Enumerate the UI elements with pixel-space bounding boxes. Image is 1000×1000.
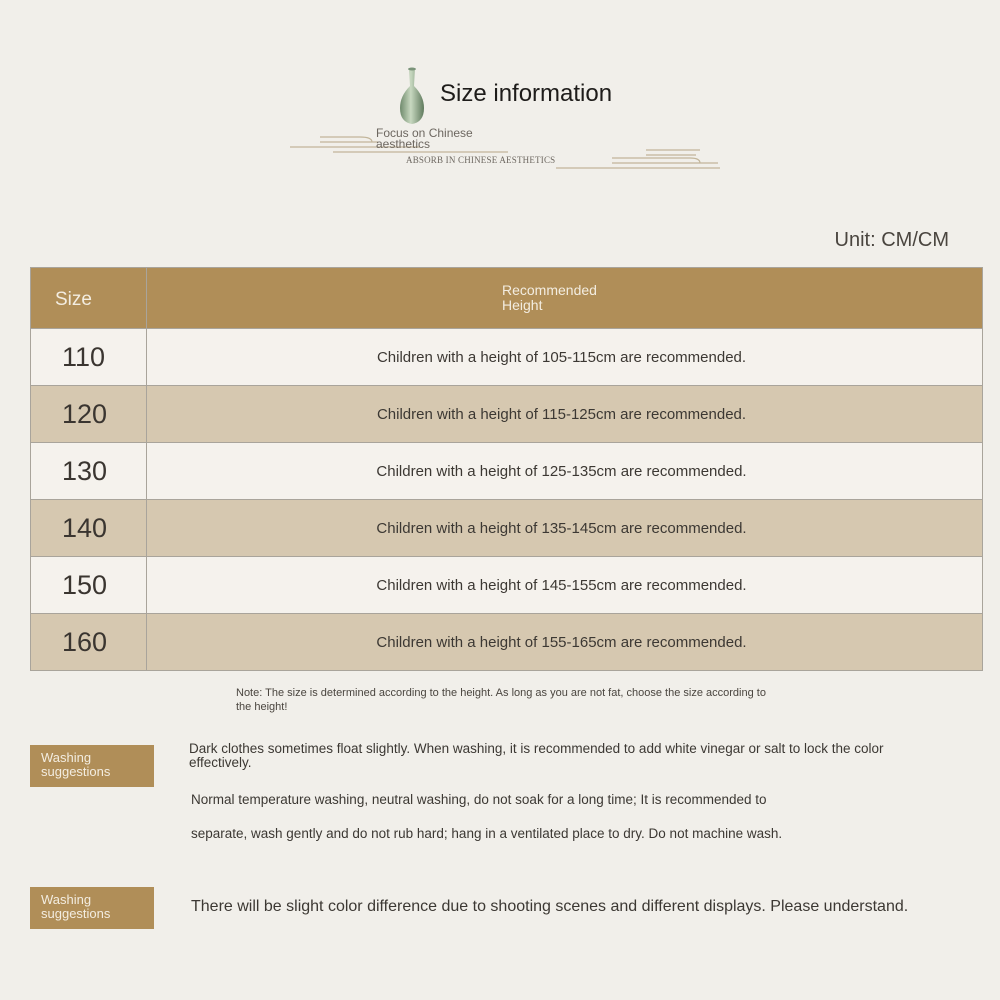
size-table [30, 267, 983, 671]
subtitle-focus: Focus on Chinese aesthetics [376, 126, 473, 151]
table-header-row [31, 268, 983, 329]
size-cell: 120 [31, 386, 147, 443]
color-difference-note: There will be slight color difference due to shooting scenes and different displays. Please understand. [191, 898, 909, 915]
size-cell: 140 [31, 500, 147, 557]
unit-label: Unit: CM/CM [834, 229, 949, 251]
height-cell: Children with a height of 145-155cm are recommended. [147, 557, 983, 614]
page-title: Size information [440, 80, 613, 107]
size-cell: 130 [31, 443, 147, 500]
subtitle-absorb: ABSORB IN CHINESE AESTHETICS [406, 155, 556, 165]
header [0, 0, 1000, 200]
washing-line-3: separate, wash gently and do not rub hard; hang in a ventilated place to dry. Do not machine wash. [191, 826, 783, 841]
size-cell: 150 [31, 557, 147, 614]
table-row [31, 614, 983, 671]
washing-line-1: Dark clothes sometimes float slightly. When washing, it is recommended to add white vinegar or salt to lock the color effectively. [189, 741, 884, 770]
height-cell: Children with a height of 125-135cm are recommended. [147, 443, 983, 500]
table-row [31, 557, 983, 614]
table-row [31, 329, 983, 386]
table-row [31, 500, 983, 557]
size-note: Note: The size is determined according to the height. As long as you are not fat, choose the size according to the height! [236, 687, 766, 713]
vase-icon [396, 66, 428, 126]
height-cell: Children with a height of 105-115cm are recommended. [147, 329, 983, 386]
height-cell: Children with a height of 155-165cm are recommended. [147, 614, 983, 671]
table-row [31, 443, 983, 500]
header-recommended-height [147, 268, 983, 329]
washing-suggestions-tag: Washing suggestions [30, 745, 154, 787]
header-size: Size [31, 268, 147, 329]
height-cell: Children with a height of 135-145cm are recommended. [147, 500, 983, 557]
size-cell: 110 [31, 329, 147, 386]
header-recommended-height-label: Recommended Height [502, 282, 597, 313]
table-row [31, 386, 983, 443]
color-note-tag: Washing suggestions [30, 887, 154, 929]
height-cell: Children with a height of 115-125cm are recommended. [147, 386, 983, 443]
washing-line-2: Normal temperature washing, neutral washing, do not soak for a long time; It is recommended to [191, 792, 767, 807]
size-cell: 160 [31, 614, 147, 671]
